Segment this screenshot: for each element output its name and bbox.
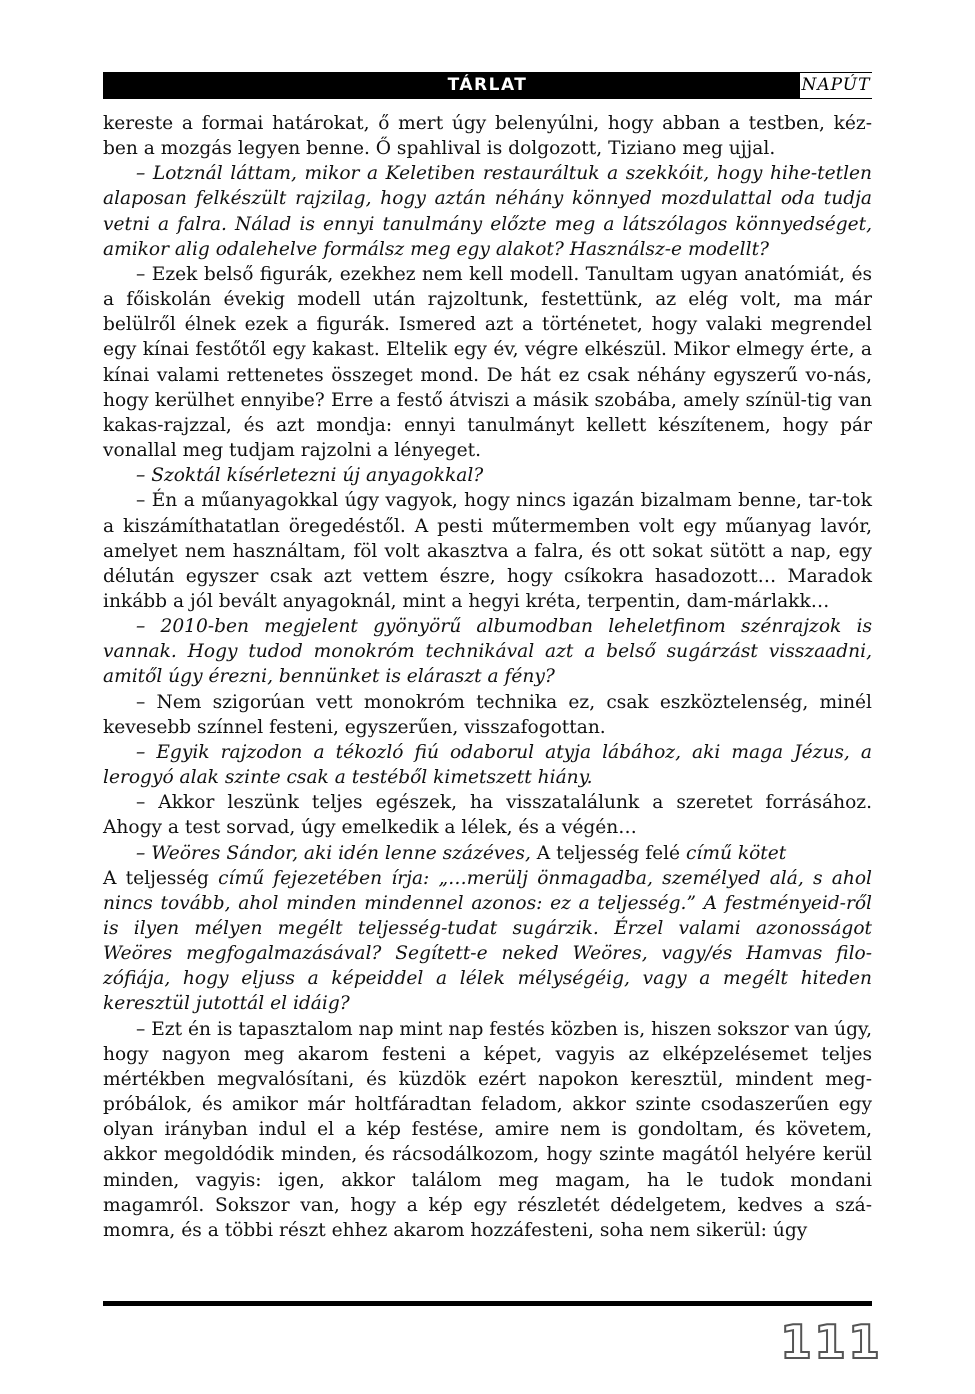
chapter-title: A teljesség	[103, 867, 209, 889]
weores-text-2: című kötet	[680, 842, 787, 864]
logo-text: NAPÚT	[801, 75, 871, 95]
section-title: TÁRLAT	[447, 75, 528, 95]
question-materials: – Szoktál kísérletezni új anyagokkal?	[136, 465, 484, 487]
napút-logo	[800, 73, 872, 98]
bottom-rule	[103, 1301, 872, 1306]
question-prodigal-son: – Egyik rajzodon a tékozló fiú odaborul atyja lábához, aki maga Jézus, a lerogyó alak szinte csak a testéből kimetszett hiány.	[103, 741, 872, 789]
answer-plastics: – Én a műanyagokkal úgy vagyok, hogy nincs igazán bizalmam benne, tar-tok a kiszámíthatatlan öregedéstől. A pesti műtermemben volt egy műanyag lavór, amelyet nem használtam, föl volt akasztva a falra, és ott sokat sütött a nap, egy délután egyszer csak azt vettem észre, hogy csíkokra hasadozott… Maradok inkább a jól bevált anyagoknál, mint a hegyi kréta, terpentin, dam-márlakk…	[103, 490, 872, 612]
page-number-text: 111	[779, 1315, 883, 1369]
article-body	[103, 111, 872, 1243]
answer-figures: – Ezek belső figurák, ezekhez nem kell modell. Tanultam ugyan anatómiát, és a főiskolán évekig modell után rajzoltunk, festettünk, az elég volt, ma már belülről élnek ezek a figurák. Ismered azt a történetet, hogy valaki megrendel egy kínai festőtől egy kakast. Eltelik egy év, végre elkészül. Mikor elmegy érte, a kínai valami rettenetes összeget mond. De hát ez csak néhány egyszerű vo-nás, hogy kerülhet ennyibe? Erre a festő átviszi a másik szobába, amely színül-tig van kakas-rajzzal, és azt mondja: ennyi tanulmányt kellett készítenem, hogy pár vonallal meg tudjam rajzolni a lényeget.	[103, 263, 872, 462]
weores-text-3: című fejezetében írja: „…merülj önmagadba, személyed alá, s ahol nincs tovább, ahol minden mindennel azonos: ez a teljesség.” A festményeid-ről is ilyen mélyen megélt teljesség-tudat sugárzik. Érzel valami azonosságot Weöres megfogalmazásával? Segített-e neked Weöres, vagy/és Hamvas filo-zófiája, hogy eljuss a képeiddel a lélek mélységéig, vagy a megélt hiteden keresztül jutottál el idáig?	[103, 867, 872, 1015]
weores-text-1: – Weöres Sándor, aki idén lenne százéves,	[136, 842, 537, 864]
answer-love: – Akkor leszünk teljes egészek, ha visszatalálunk a szeretet forrásához. Ahogy a test sorvad, úgy emelkedik a lélek, és a végén…	[103, 792, 872, 839]
section-header-bar	[103, 72, 872, 99]
question-weores	[103, 841, 872, 1017]
book-title: A teljesség felé	[536, 842, 681, 864]
answer-monochrome: – Nem szigorúan vett monokróm technika ez, csak eszköztelenség, minél kevesebb színnel festeni, egyszerűen, visszafogottan.	[103, 691, 872, 738]
paragraph-continuation: kereste a formai határokat, ő mert úgy belenyúlni, hogy abban a testben, kéz-ben a mozgás legyen benne. Ő spahlival is dolgozott, Tiziano meg ujjal.	[103, 113, 872, 160]
question-charcoal: – 2010-ben megjelent gyönyörű albumodban leheletfinom szénrajzok is vannak. Hogy tudod monokróm technikával azt a belső sugárzást visszaadni, amitől úgy érezni, bennünket is eláraszt a fény?	[103, 616, 872, 688]
question-lotz: – Lotznál láttam, mikor a Keletiben restauráltuk a szekkóit, hogy hihe-tetlen alaposan felkészült rajzilag, hogy aztán néhány könnyed mozdulattal oda tudja vetni a falra. Nálad is ennyi tanulmány előzte meg a látszólagos könnyedséget, amikor alig odalehelve formálsz meg egy alakot? Használsz-e modellt?	[103, 163, 872, 260]
answer-painting-process: – Ezt én is tapasztalom nap mint nap festés közben is, hiszen sokszor van úgy, hogy nagyon meg akarom festeni a képet, vagyis az elképzelésemet teljes mértékben megvalósítani, és küzdök ezért napokon keresztül, mindent meg-próbálok, és amikor már holtfáradtan feladom, akkor szinte csodaszerűen egy olyan irányban indul el a kép festése, amire nem is gondoltam, és követem, akkor megoldódik minden, és rácsodálkozom, hogy szinte magától helyére kerül minden, vagyis: igen, akkor találom meg magam, ha le tudok mondani magamról. Sokszor van, hogy a kép egy részletét dédelgetem, kedves a szá-momra, és a többi részt ehhez akarom hozzáfesteni, soha nem sikerül: úgy	[103, 1018, 872, 1241]
page-number	[779, 1315, 883, 1369]
